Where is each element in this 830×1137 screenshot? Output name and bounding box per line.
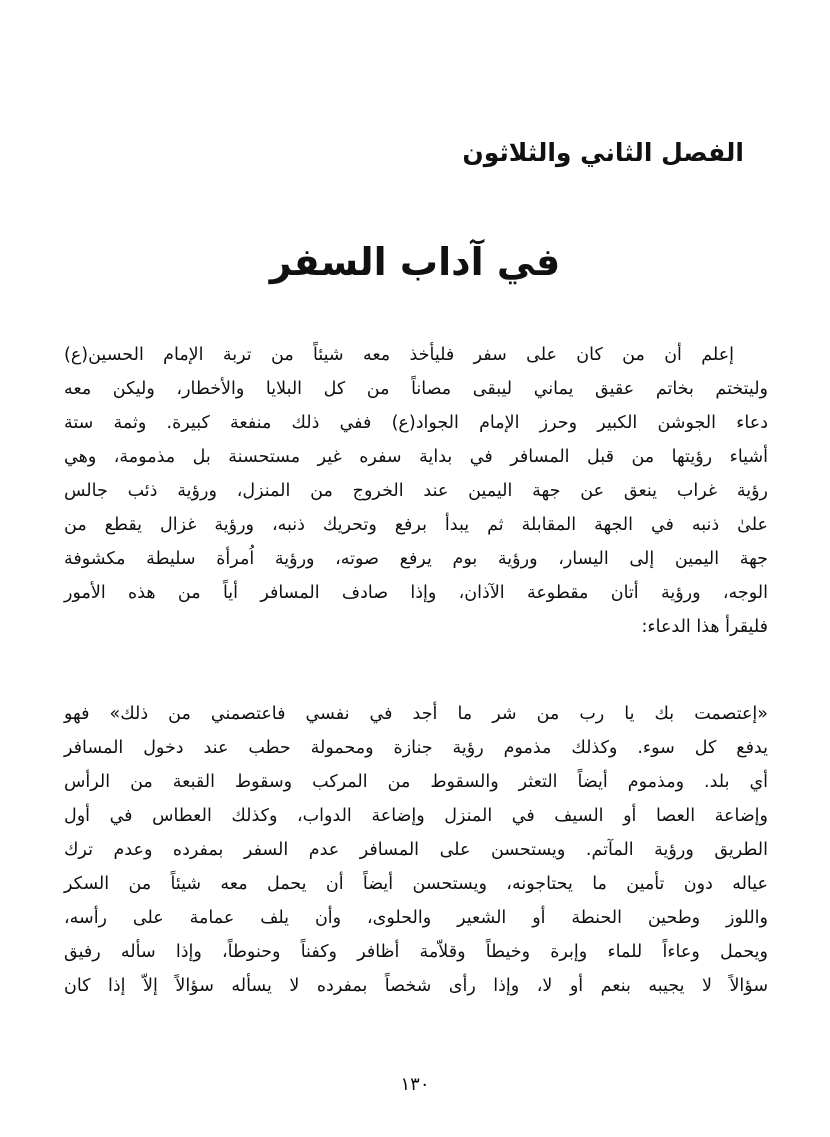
- text-line: الوجه، ورؤية أتان مقطوعة الآذان، وإذا صادف المسافر أياً من هذه الأمور: [64, 583, 768, 603]
- page-number: ١٣٠: [400, 1074, 430, 1095]
- section-title: في آداب السفر: [269, 240, 561, 284]
- text-line: «إعتصمت بك يا رب من شر ما أجد في نفسي فاعتصمني من ذلك» فهو: [64, 704, 768, 724]
- text-line: إعلم أن من كان على سفر فليأخذ معه شيئاً من تربة الإمام الحسين(ع): [64, 345, 734, 365]
- text-line: رؤية غراب ينعق عن جهة اليمين عند الخروج من المنزل، ورؤية ذئب جالس: [64, 481, 768, 501]
- paragraph-2: [64, 697, 768, 1003]
- chapter-heading: الفصل الثاني والثلاثون: [462, 138, 744, 167]
- text-line: جهة اليمين إلى اليسار، ورؤية بوم يرفع صوته، ورؤية اُمرأة سليطة مكشوفة: [64, 549, 768, 569]
- text-line: ويحمل وعاءاً للماء وإبرة وخيطاً وقلاّمة أظافر وكفناً وحنوطاً، وإذا سأله رفيق: [64, 942, 768, 962]
- paragraph-1: [64, 338, 768, 644]
- text-line: علىٰ ذنبه في الجهة المقابلة ثم يبدأ برفع وتحريك ذنبه، ورؤية غزال يقطع من: [64, 515, 768, 535]
- text-line: الطريق ورؤية المآتم. ويستحسن على المسافر عدم السفر بمفرده وعدم ترك: [64, 840, 768, 860]
- text-line: سؤالاً لا يجيبه بنعم أو لا، وإذا رأى شخصاً بمفرده لا يسأله سؤالاً إلاّ إذا كان: [64, 976, 768, 996]
- text-line: فليقرأ هذا الدعاء:: [641, 617, 768, 637]
- text-line: واللوز وطحين الحنطة أو الشعير والحلوى، وأن يلف عمامة على رأسه،: [64, 908, 768, 928]
- text-line: أي بلد. ومذموم أيضاً التعثر والسقوط من المركب وسقوط القبعة من الرأس: [64, 772, 768, 792]
- text-line: وإضاعة العصا أو السيف في المنزل وإضاعة الدواب، وكذلك العطاس في أول: [64, 806, 768, 826]
- text-line: أشياء رؤيتها من قبل المسافر في بداية سفره غير مستحسنة بل مذمومة، وهي: [64, 447, 768, 467]
- text-line: عياله دون تأمين ما يحتاجونه، ويستحسن أيضاً أن يحمل معه شيئاً من السكر: [64, 874, 768, 894]
- text-line: يدفع كل سوء. وكذلك مذموم رؤية جنازة ومحمولة حطب عند دخول المسافر: [64, 738, 768, 758]
- text-line: دعاء الجوشن الكبير وحرز الإمام الجواد(ع) ففي ذلك منفعة كبيرة. وثمة ستة: [64, 413, 768, 433]
- text-line: وليتختم بخاتم عقيق يماني ليبقى مصاناً من كل البلايا والأخطار، وليكن معه: [64, 379, 768, 399]
